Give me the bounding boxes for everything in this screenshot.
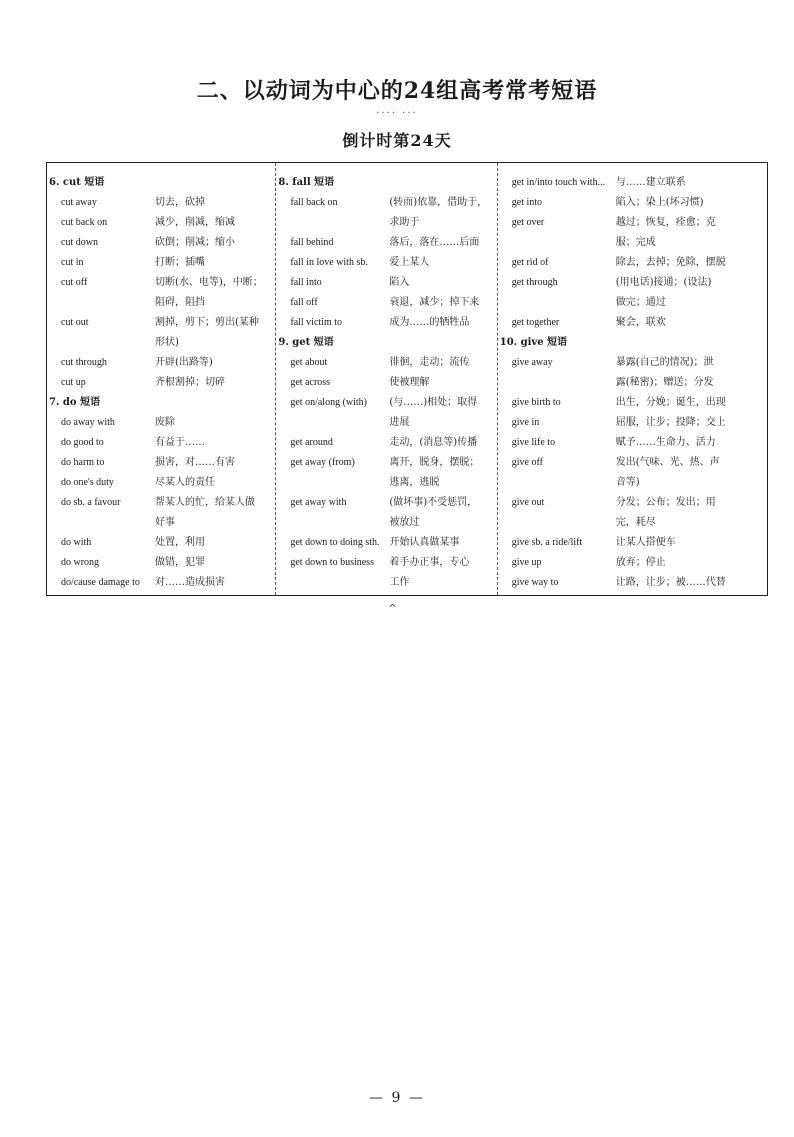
phrase-row [498, 533, 767, 553]
phrase-chinese: 进展 [389, 417, 410, 428]
phrase-chinese: 齐根割掉；切碎 [155, 377, 225, 388]
phrase-english [47, 293, 155, 313]
phrase-chinese: 走动，(消息等)传播 [389, 437, 478, 448]
phrase-row [276, 313, 496, 333]
phrase-chinese: 发出(气味、光、热、声 [615, 457, 720, 468]
phrase-english: cut out [61, 317, 89, 328]
phrase-chinese: 好事 [155, 517, 175, 528]
phrase-english: cut up [61, 377, 86, 388]
title-emphasis-dots: ···· ··· [376, 108, 418, 119]
section-heading-label: 10. give 短语 [499, 337, 568, 348]
phrase-english: fall back on [290, 197, 338, 208]
section-heading [47, 173, 275, 193]
phrase-english: cut in [61, 257, 84, 268]
phrase-row [276, 433, 496, 453]
phrase-chinese: 切去，砍掉 [155, 197, 205, 208]
phrase-chinese: 聚会，联欢 [615, 317, 666, 328]
phrase-row [47, 273, 275, 293]
phrase-row [498, 513, 767, 533]
phrase-row [47, 533, 275, 553]
phrase-english: do wrong [61, 557, 100, 568]
phrase-chinese: 工作 [389, 577, 410, 588]
section-heading [47, 393, 275, 413]
phrase-chinese: 打断；插嘴 [155, 257, 205, 268]
phrase-row [47, 553, 275, 573]
phrase-row [47, 193, 275, 213]
phrase-row [498, 253, 767, 273]
phrase-row [276, 453, 496, 473]
phrase-english: give in [511, 417, 540, 428]
phrase-row [498, 493, 767, 513]
phrase-row [498, 373, 767, 393]
phrase-english: do good to [61, 437, 104, 448]
phrase-table [46, 162, 768, 596]
phrase-chinese: 割掉，剪下；剪出(某种 [155, 317, 259, 328]
phrase-row [498, 553, 767, 573]
phrase-row [498, 353, 767, 373]
phrase-row [47, 473, 275, 493]
phrase-chinese: 离开，脱身，摆脱； [389, 457, 480, 468]
phrase-english [276, 473, 389, 493]
phrase-chinese: 爱上某人 [389, 257, 430, 268]
phrase-english: get across [290, 377, 331, 388]
phrase-chinese: 砍倒；削减；缩小 [155, 237, 235, 248]
phrase-chinese: 放弃；停止 [615, 557, 666, 568]
phrase-english [276, 413, 389, 433]
phrase-english: do harm to [61, 457, 105, 468]
phrase-english: do away with [61, 417, 115, 428]
phrase-row [498, 213, 767, 233]
phrase-english: cut down [61, 237, 98, 248]
phrase-row [276, 273, 496, 293]
phrase-chinese: 与……建立联系 [615, 177, 686, 188]
phrase-english: give life to [511, 437, 556, 448]
phrase-row [498, 573, 767, 593]
section-heading [498, 333, 767, 353]
phrase-chinese: 暴露(自己的情况)；泄 [615, 357, 714, 368]
phrase-row [498, 293, 767, 313]
phrase-english: cut through [61, 357, 107, 368]
phrase-english: fall in love with sb. [290, 257, 368, 268]
phrase-english: get rid of [511, 257, 549, 268]
phrase-english: give out [511, 497, 545, 508]
phrase-chinese: 音等) [615, 477, 640, 488]
phrase-row [276, 293, 496, 313]
phrase-row [47, 353, 275, 373]
phrase-chinese: 赋予……生命力、活力 [615, 437, 716, 448]
phrase-english: do/cause damage to [61, 577, 140, 588]
phrase-chinese: 切断(水、电等)，中断； [155, 277, 263, 288]
phrase-row [498, 393, 767, 413]
phrase-english: get into [511, 197, 543, 208]
phrase-row [47, 573, 275, 593]
phrase-chinese: 出生，分娩；诞生，出现 [615, 397, 726, 408]
phrase-row [47, 433, 275, 453]
phrase-english: get over [511, 217, 545, 228]
table-column-2 [275, 163, 496, 595]
phrase-chinese: 落后，落在……后面 [389, 237, 480, 248]
section-heading [276, 173, 496, 193]
phrase-chinese: 做错，犯罪 [155, 557, 205, 568]
phrase-row [276, 413, 496, 433]
phrase-row [276, 493, 496, 513]
page-title: 二、以动词为中心的24组高考常考短语 [196, 78, 598, 104]
phrase-chinese: 逃离，逃脱 [389, 477, 440, 488]
phrase-english [498, 293, 616, 313]
phrase-chinese: 着手办正事，专心 [389, 557, 470, 568]
phrase-row [498, 453, 767, 473]
phrase-row [47, 213, 275, 233]
phrase-chinese: 减少，削减，缩减 [155, 217, 235, 228]
phrase-row [498, 413, 767, 433]
phrase-english [276, 213, 389, 233]
table-column-1 [47, 163, 275, 595]
phrase-chinese: 成为……的牺牲品 [389, 317, 470, 328]
phrase-row [498, 433, 767, 453]
caret-mark: ^ [388, 602, 398, 615]
phrase-chinese: 分发；公布；发出；用 [615, 497, 716, 508]
phrase-english: give away [511, 357, 553, 368]
section-heading [276, 333, 496, 353]
phrase-chinese: 做完；通过 [615, 297, 666, 308]
phrase-english: give way to [511, 577, 559, 588]
phrase-row [276, 353, 496, 373]
phrase-row [498, 233, 767, 253]
phrase-english [498, 473, 616, 493]
phrase-row [276, 193, 496, 213]
phrase-chinese: 陷入 [389, 277, 410, 288]
phrase-chinese: 服；完成 [615, 237, 656, 248]
phrase-row [47, 413, 275, 433]
table-column-3 [497, 163, 767, 595]
phrase-chinese: 让路，让步；被……代替 [615, 577, 726, 588]
phrase-row [498, 273, 767, 293]
phrase-english [498, 233, 616, 253]
phrase-chinese: 衰退，减少；掉下来 [389, 297, 480, 308]
phrase-english [276, 513, 389, 533]
phrase-chinese: (用电话)接通；(设法) [615, 277, 712, 288]
section-heading-label: 8. fall 短语 [278, 177, 335, 188]
phrase-chinese: 废除 [155, 417, 175, 428]
phrase-chinese: 对……造成损害 [155, 577, 225, 588]
phrase-chinese: 处置，利用 [155, 537, 205, 548]
phrase-row [276, 473, 496, 493]
phrase-chinese: 被放过 [389, 517, 420, 528]
phrase-row [47, 293, 275, 313]
phrase-chinese: 除去，去掉；免除，摆脱 [615, 257, 726, 268]
phrase-row [276, 533, 496, 553]
phrase-row [276, 513, 496, 533]
phrase-english: get about [290, 357, 328, 368]
phrase-row [47, 253, 275, 273]
phrase-english: give off [511, 457, 543, 468]
phrase-row [276, 253, 496, 273]
phrase-chinese: 开始认真做某事 [389, 537, 460, 548]
phrase-english: fall behind [290, 237, 334, 248]
phrase-english: get in/into touch with... [511, 177, 606, 188]
page-number: — 9 — [369, 1090, 425, 1106]
phrase-row [276, 213, 496, 233]
phrase-english [498, 373, 616, 393]
phrase-row [47, 453, 275, 473]
phrase-english [47, 333, 155, 353]
section-heading-label: 9. get 短语 [278, 337, 334, 348]
phrase-chinese: (与……)相处；取得 [389, 397, 478, 408]
phrase-english: cut off [61, 277, 88, 288]
phrase-chinese: 求助于 [389, 217, 420, 228]
phrase-english: do sb. a favour [61, 497, 121, 508]
phrase-chinese: 帮某人的忙，给某人做 [155, 497, 255, 508]
phrase-english: get away (from) [290, 457, 355, 468]
phrase-english: give sb. a ride/lift [511, 537, 583, 548]
phrase-row [498, 473, 767, 493]
phrase-row [47, 233, 275, 253]
phrase-english: fall into [290, 277, 322, 288]
phrase-english: give birth to [511, 397, 561, 408]
phrase-chinese: 屈服，让步；投降；交上 [615, 417, 726, 428]
phrase-english: get down to doing sth. [290, 537, 380, 548]
phrase-row [276, 233, 496, 253]
phrase-chinese: 完，耗尽 [615, 517, 656, 528]
phrase-row [276, 553, 496, 573]
phrase-english: give up [511, 557, 542, 568]
phrase-chinese: 陷入；染上(坏习惯) [615, 197, 704, 208]
section-heading-label: 6. cut 短语 [49, 177, 105, 188]
phrase-english: fall off [290, 297, 318, 308]
phrase-chinese: 尽某人的责任 [155, 477, 215, 488]
phrase-row [47, 513, 275, 533]
phrase-chinese: 损害，对……有害 [155, 457, 235, 468]
phrase-chinese: 阻碍，阻挡 [155, 297, 205, 308]
phrase-row [498, 193, 767, 213]
phrase-english: get together [511, 317, 560, 328]
phrase-english [498, 513, 616, 533]
phrase-english: cut away [61, 197, 97, 208]
phrase-english: fall victim to [290, 317, 343, 328]
phrase-chinese: 形状) [155, 337, 179, 348]
phrase-english [47, 513, 155, 533]
phrase-chinese: (转而)依靠，借助于， [389, 197, 488, 208]
phrase-chinese: 露(秘密)；赠送；分发 [615, 377, 714, 388]
phrase-chinese: 使被理解 [389, 377, 430, 388]
phrase-row [47, 313, 275, 333]
phrase-english: get on/along (with) [290, 397, 368, 408]
countdown-subtitle: 倒计时第24天 [342, 131, 452, 150]
phrase-chinese: 徘徊，走动；流传 [389, 357, 470, 368]
phrase-chinese: 越过；恢复，痊愈；克 [615, 217, 716, 228]
phrase-chinese: 开辟(出路等) [155, 357, 213, 368]
phrase-chinese: (做坏事)不受惩罚， [389, 497, 478, 508]
section-heading-label: 7. do 短语 [49, 397, 101, 408]
phrase-english: get away with [290, 497, 347, 508]
phrase-row [47, 373, 275, 393]
phrase-row [47, 493, 275, 513]
phrase-row [276, 373, 496, 393]
phrase-row [276, 393, 496, 413]
phrase-english [276, 573, 389, 593]
phrase-chinese: 让某人搭便车 [615, 537, 676, 548]
phrase-row [47, 333, 275, 353]
phrase-english: get through [511, 277, 558, 288]
phrase-english: get around [290, 437, 333, 448]
phrase-row [498, 173, 767, 193]
phrase-row [498, 313, 767, 333]
phrase-chinese: 有益于…… [155, 437, 205, 448]
phrase-english: do one's duty [61, 477, 114, 488]
phrase-english: do with [61, 537, 92, 548]
phrase-english: cut back on [61, 217, 108, 228]
phrase-row [276, 573, 496, 593]
phrase-english: get down to business [290, 557, 374, 568]
